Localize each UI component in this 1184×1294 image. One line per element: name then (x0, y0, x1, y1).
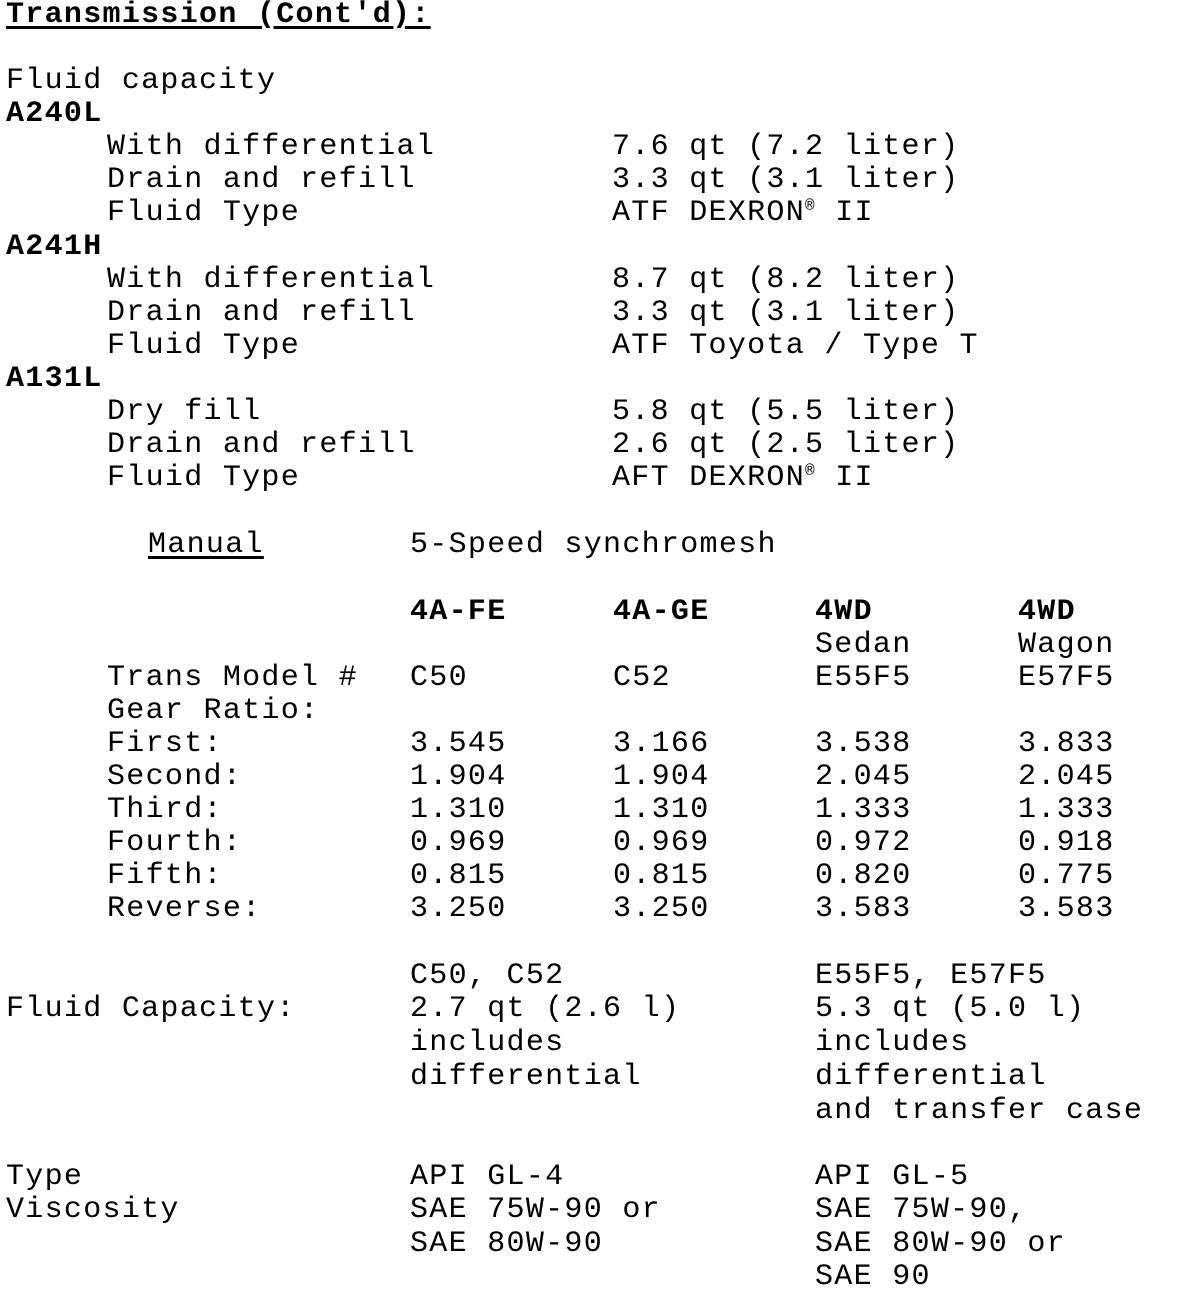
trans-model-label: Trans Model # (107, 661, 358, 695)
trans-model-value: C52 (613, 661, 671, 695)
gear-value: 0.969 (613, 826, 710, 860)
fluid-type-suffix: II (815, 461, 874, 495)
row-value: 5.8 qt (5.5 liter) (612, 395, 960, 429)
column-header: 4WD (1018, 595, 1076, 629)
gear-value: 1.904 (613, 760, 710, 794)
gear-label: Fifth: (107, 859, 223, 893)
gear-value: 1.310 (613, 793, 710, 827)
fluid-type-suffix: II (815, 196, 874, 230)
gear-value: 1.333 (815, 793, 912, 827)
type-label: Type (6, 1160, 84, 1194)
row-value (612, 463, 874, 493)
row-label: Dry fill (107, 395, 262, 429)
row-value: ATF Toyota / Type T (612, 329, 979, 363)
row-label: Fluid Type (107, 329, 301, 363)
capacity-line: includes (410, 1026, 565, 1060)
trans-model-value: C50 (410, 661, 468, 695)
gear-label: Second: (107, 760, 243, 794)
trans-model-value: E55F5 (815, 661, 912, 695)
column-subheader: Wagon (1018, 628, 1115, 662)
row-value: 2.6 qt (2.5 liter) (612, 428, 960, 462)
capacity-line: includes (815, 1026, 970, 1060)
capacity-line: E55F5, E57F5 (815, 959, 1047, 993)
lubricant-line: SAE 80W-90 or (815, 1227, 1066, 1261)
gear-value: 3.583 (1018, 892, 1115, 926)
lubricant-line: SAE 75W-90 or (410, 1193, 661, 1227)
fluid-capacity-label: Fluid Capacity: (6, 992, 296, 1026)
gear-value: 3.538 (815, 727, 912, 761)
gear-value: 3.833 (1018, 727, 1115, 761)
column-subheader: Sedan (815, 628, 912, 662)
row-value: 7.6 qt (7.2 liter) (612, 130, 960, 164)
row-label: Fluid Type (107, 196, 301, 230)
row-label: Fluid Type (107, 461, 301, 495)
gear-value: 0.815 (613, 859, 710, 893)
row-value: 8.7 qt (8.2 liter) (612, 263, 960, 297)
model-name-a241h: A241H (6, 230, 103, 264)
gear-value: 0.972 (815, 826, 912, 860)
gear-value: 3.583 (815, 892, 912, 926)
gear-value: 0.775 (1018, 859, 1115, 893)
fluid-type-text: ATF DEXRON (612, 196, 806, 230)
lubricant-line: SAE 80W-90 (410, 1227, 604, 1261)
row-label: With differential (107, 263, 436, 297)
lubricant-line: SAE 75W-90, (815, 1193, 1028, 1227)
manual-label: Manual (148, 528, 264, 562)
gear-value: 0.969 (410, 826, 507, 860)
row-value: 3.3 qt (3.1 liter) (612, 163, 960, 197)
gear-value: 3.166 (613, 727, 710, 761)
gear-value: 1.333 (1018, 793, 1115, 827)
gear-value: 0.815 (410, 859, 507, 893)
gear-value: 0.918 (1018, 826, 1115, 860)
capacity-line: 2.7 qt (2.6 l) (410, 992, 681, 1026)
row-label: Drain and refill (107, 428, 416, 462)
gear-label: Third: (107, 793, 223, 827)
row-value: 3.3 qt (3.1 liter) (612, 296, 960, 330)
column-header: 4WD (815, 595, 873, 629)
lubricant-line: SAE 90 (815, 1260, 931, 1294)
row-label: With differential (107, 130, 436, 164)
viscosity-label: Viscosity (6, 1193, 180, 1227)
gear-value: 3.545 (410, 727, 507, 761)
row-value (612, 198, 874, 228)
gear-label: Fourth: (107, 826, 243, 860)
manual-description: 5-Speed synchromesh (410, 528, 777, 562)
gear-value: 1.904 (410, 760, 507, 794)
model-name-a240l: A240L (6, 97, 103, 131)
gear-ratio-label: Gear Ratio: (107, 694, 320, 728)
gear-label: Reverse: (107, 892, 262, 926)
gear-value: 1.310 (410, 793, 507, 827)
trans-model-value: E57F5 (1018, 661, 1115, 695)
gear-value: 3.250 (410, 892, 507, 926)
lubricant-line: API GL-5 (815, 1160, 970, 1194)
column-header: 4A-FE (410, 595, 507, 629)
registered-mark: ® (805, 462, 816, 480)
gear-value: 3.250 (613, 892, 710, 926)
lubricant-line: API GL-4 (410, 1160, 565, 1194)
fluid-capacity-heading: Fluid capacity (6, 64, 277, 98)
fluid-type-text: AFT DEXRON (612, 461, 806, 495)
capacity-line: 5.3 qt (5.0 l) (815, 992, 1086, 1026)
column-header: 4A-GE (613, 595, 710, 629)
gear-value: 0.820 (815, 859, 912, 893)
capacity-line: and transfer case (815, 1094, 1144, 1128)
gear-label: First: (107, 727, 223, 761)
page-title: Transmission (Cont'd): (6, 0, 431, 32)
gear-value: 2.045 (815, 760, 912, 794)
capacity-line: differential (815, 1060, 1047, 1094)
row-label: Drain and refill (107, 296, 416, 330)
capacity-line: C50, C52 (410, 959, 565, 993)
registered-mark: ® (805, 197, 816, 215)
capacity-line: differential (410, 1060, 642, 1094)
row-label: Drain and refill (107, 163, 416, 197)
model-name-a131l: A131L (6, 362, 103, 396)
gear-value: 2.045 (1018, 760, 1115, 794)
